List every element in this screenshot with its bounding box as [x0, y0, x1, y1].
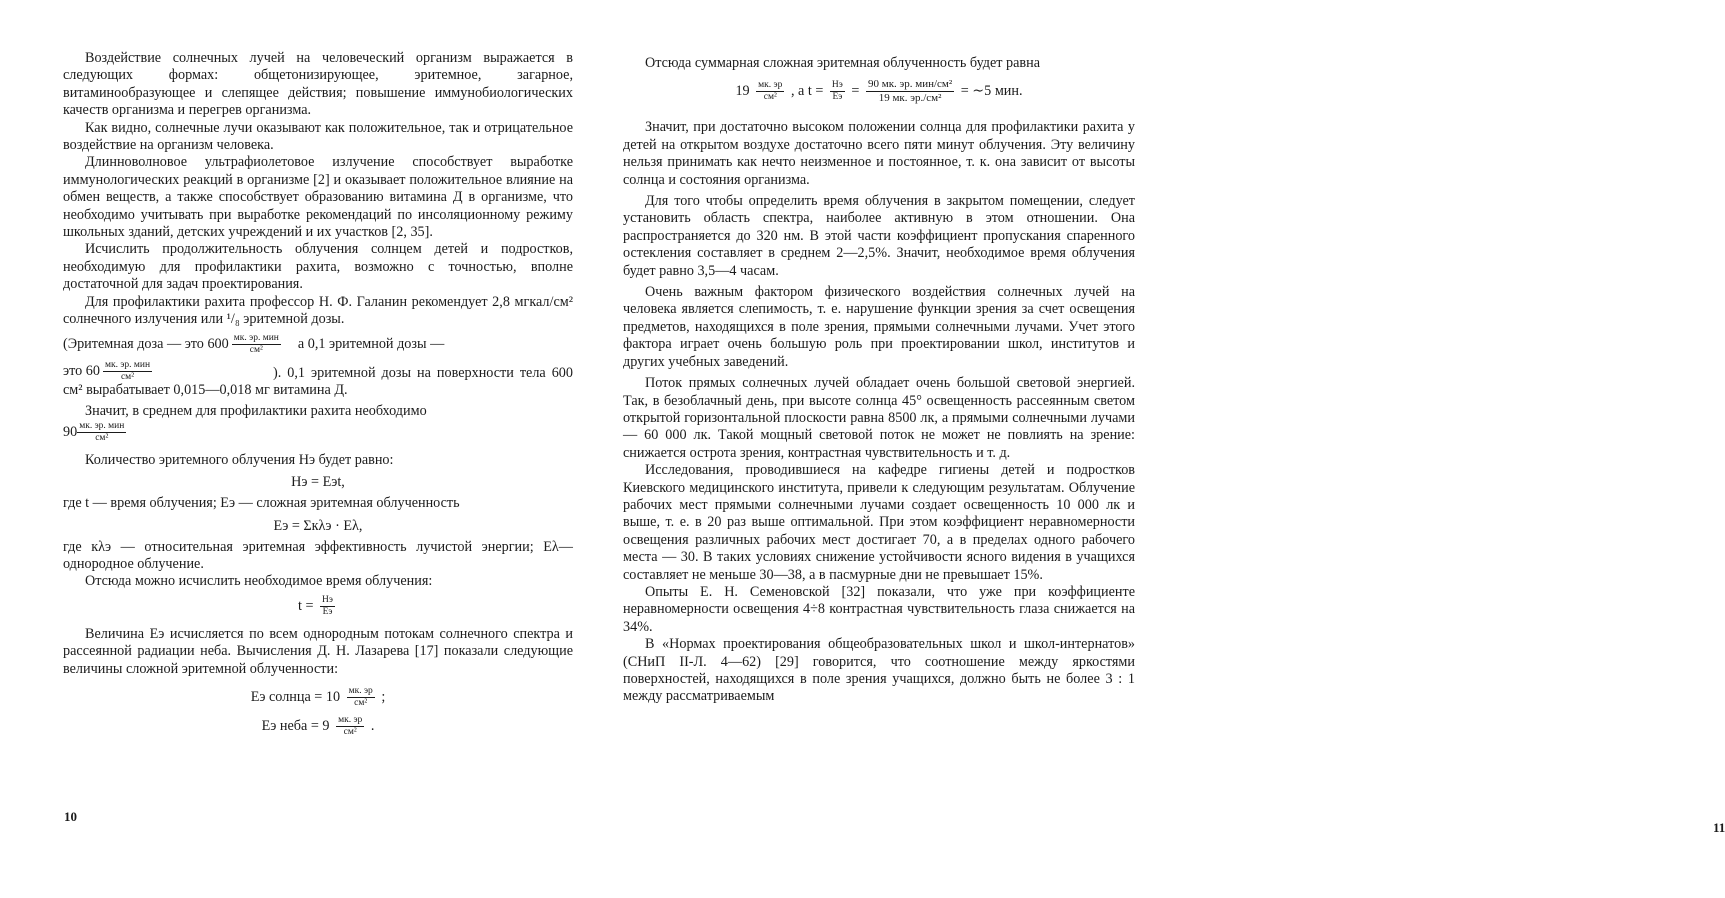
fraction-denominator: Еэ — [322, 606, 333, 617]
fraction-denominator: см² — [95, 432, 109, 443]
text-fragment: это 60 — [63, 363, 100, 379]
formula-lhs: Еэ солнца = 10 — [250, 688, 341, 705]
paragraph: В «Нормах проектирования общеобразовательных школ и школ-интернатов» (СНиП II-Л. 4—62) [29] говорится, что соотношение между яркостями поверхностей, находящихся в поле зрения учащихся, должно быть не более 3 : 1 между рассматриваемым — [623, 636, 1135, 705]
paragraph: где t — время облучения; Еэ — сложная эритемная облученность — [63, 495, 460, 512]
formula — [63, 686, 573, 709]
paragraph: Исчислить продолжительность облучения солнцем детей и подростков, необходимую для профилактики рахита, возможно с точностью, вполне достаточной для задач проектирования. — [63, 241, 573, 293]
formula: Нэ = Еэt, — [291, 474, 345, 491]
fraction-denominator: см² — [120, 371, 135, 382]
fraction-denominator: см² — [763, 92, 777, 103]
fraction-numerator: мк. эр. мин — [79, 420, 125, 431]
formula-end: = ∼5 мин. — [960, 83, 1023, 100]
paragraph: Длинноволновое ультрафиолетовое излучение способствует выработке иммунологических реакций в организме [2] и оказывает положительное влияние на обмен веществ, а также способствует образованию витамина Д в организме, что необходимо учитывать при выработке рекомендаций по инсоляционному режиму школьных зданий, детских учреждений и их участков [2, 35]. — [63, 154, 573, 241]
formula-end: ; — [381, 688, 386, 705]
page-right — [600, 0, 1725, 898]
text-fragment: 90 — [63, 424, 78, 441]
paragraph: Как видно, солнечные лучи оказывают как положительное, так и отрицательное воздействие на организм человека. — [63, 119, 573, 154]
fraction — [77, 421, 126, 444]
fraction — [232, 333, 281, 356]
fraction — [336, 715, 364, 738]
fraction-numerator: мк. эр — [758, 80, 783, 91]
text-fragment: (Эритемная доза — это 600 — [63, 336, 229, 352]
text-fragment: а 0,1 эритемной дозы — — [297, 336, 445, 352]
erythema-dose-line — [63, 333, 573, 356]
paragraph: Отсюда суммарная сложная эритемная облученность будет равна — [645, 55, 1041, 71]
formula — [63, 715, 573, 738]
page-number: 10 — [64, 809, 77, 824]
fraction — [756, 80, 784, 103]
formula — [63, 595, 573, 618]
rickets-dose-line — [63, 421, 573, 444]
formula — [623, 78, 1135, 105]
paragraph: ). 0,1 эритемной дозы на поверхности тела 600 см² вырабатывает 0,015—0,018 мг витамина Д. — [63, 364, 573, 398]
formula: Еэ = Σкλэ · Еλ, — [273, 517, 363, 534]
formula-text: = — [851, 83, 860, 100]
fraction — [320, 595, 335, 618]
left-text-column — [63, 50, 573, 742]
fraction-numerator: мк. эр. мин — [104, 359, 151, 370]
fraction-denominator: 19 мк. эр./см² — [878, 92, 942, 105]
formula-lhs: Еэ неба = 9 — [261, 717, 330, 734]
formula-value: 19 — [735, 83, 750, 100]
fraction — [830, 80, 845, 103]
paragraph: Опыты Е. Н. Семеновской [32] показали, что уже при коэффициенте неравномерности освещения 4÷8 контрастная чувствительность глаза снижается на 34%. — [623, 583, 1135, 635]
right-text-column — [623, 55, 1135, 706]
paragraph: Очень важным фактором физического воздействия солнечных лучей на человека является слепимость, т. е. нарушение функции зрения за счет освещения предметов, находящихся в поле зрения, прямыми солнечными лучами. Учет этого фактора играет очень большую роль при проектировании школ, институтов и других учебных заведений. — [623, 284, 1135, 370]
paragraph: Величина Еэ исчисляется по всем однородным потокам солнечного спектра и рассеянной радиации неба. Вычисления Д. Н. Лазарева [17] показали следующие величины сложной эритемной облученности: — [63, 625, 573, 677]
fraction — [866, 78, 954, 105]
paragraph: Для профилактики рахита профессор Н. Ф. Галанин рекомендует 2,8 мгкал/см² солнечного излучения или ¹/₈ эритемной дозы. — [63, 293, 573, 328]
fraction-denominator: см² — [249, 344, 263, 355]
paragraph: Значит, при достаточно высоком положении солнца для профилактики рахита у детей на открытом воздухе достаточно всего пяти минут облучения. Эту величину нельзя принимать как нечто неизменное и постоянное, т. к. она зависит от высоты солнца и состояния организма. — [623, 119, 1135, 188]
paragraph: где кλэ — относительная эритемная эффективность лучистой энергии; Еλ— однородное облучение. — [63, 538, 573, 572]
fraction-numerator: мк. эр. мин — [233, 332, 279, 343]
paragraph: Поток прямых солнечных лучей обладает очень большой световой энергией. Так, в безоблачный день, при высоте солнца 45° освещенность рассеянным светом открытой горизонтальной плоскости равна 8500 лк, а прямыми солнечными лучами — 60 000 лк. Такой мощный световой поток не может не повлиять на зрение: снижается острота зрения, контрастная чувствительность и т. д. — [623, 375, 1135, 461]
paragraph: Для того чтобы определить время облучения в закрытом помещении, следует установить область спектра, наиболее активную в этом отношении. Она распространяется до 320 нм. В этой части коэффициент пропускания спаренного остекления составляет в среднем 2—2,5%. Значит, необходимое время облучения будет равно 3,5—4 часам. — [623, 193, 1135, 279]
formula-text: , а t = — [790, 83, 824, 100]
fraction-numerator: мк. эр — [338, 714, 363, 725]
page-left — [0, 0, 600, 898]
fraction-denominator: Еэ — [832, 92, 843, 103]
paragraph: Отсюда можно исчислить необходимое время облучения: — [85, 573, 433, 590]
fraction-numerator: мк. эр — [348, 685, 373, 696]
fraction-denominator: см² — [343, 726, 357, 737]
paragraph: Количество эритемного облучения Нэ будет равно: — [85, 451, 394, 468]
formula-lhs: t = — [298, 597, 314, 614]
fraction — [347, 686, 375, 709]
fraction-numerator: Нэ — [831, 80, 843, 91]
paragraph: Исследования, проводившиеся на кафедре гигиены детей и подростков Киевского медицинского института, привели к следующим результатам. Облучение рабочих мест прямыми солнечными лучами создает освещенность 10 000 лк и выше, т. е. в 20 раз выше оптимальной. При этом коэффициент неравномерности освещения различных рабочих мест достигает 70, а в пределах одного рабочего места — 30. В таких условиях снижение устойчивости ясного видения в учащихся составляет не меньше 30—38, а в пасмурные дни не превышает 15%. — [623, 462, 1135, 583]
fraction-denominator: см² — [354, 697, 368, 708]
paragraph: Значит, в среднем для профилактики рахита необходимо — [85, 403, 427, 420]
paragraph: Воздействие солнечных лучей на человеческий организм выражается в следующих формах: общетонизирующее, эритемное, загарное, витаминообразующее и слепящее действия; повышение иммунобиологических качеств организма и перегрев организма. — [63, 50, 573, 119]
fraction-numerator: 90 мк. эр. мин/см² — [867, 78, 953, 91]
formula-end: . — [370, 717, 375, 734]
fraction-numerator: Нэ — [322, 594, 333, 605]
fraction — [103, 360, 152, 383]
page-number: 11 — [1713, 820, 1725, 835]
